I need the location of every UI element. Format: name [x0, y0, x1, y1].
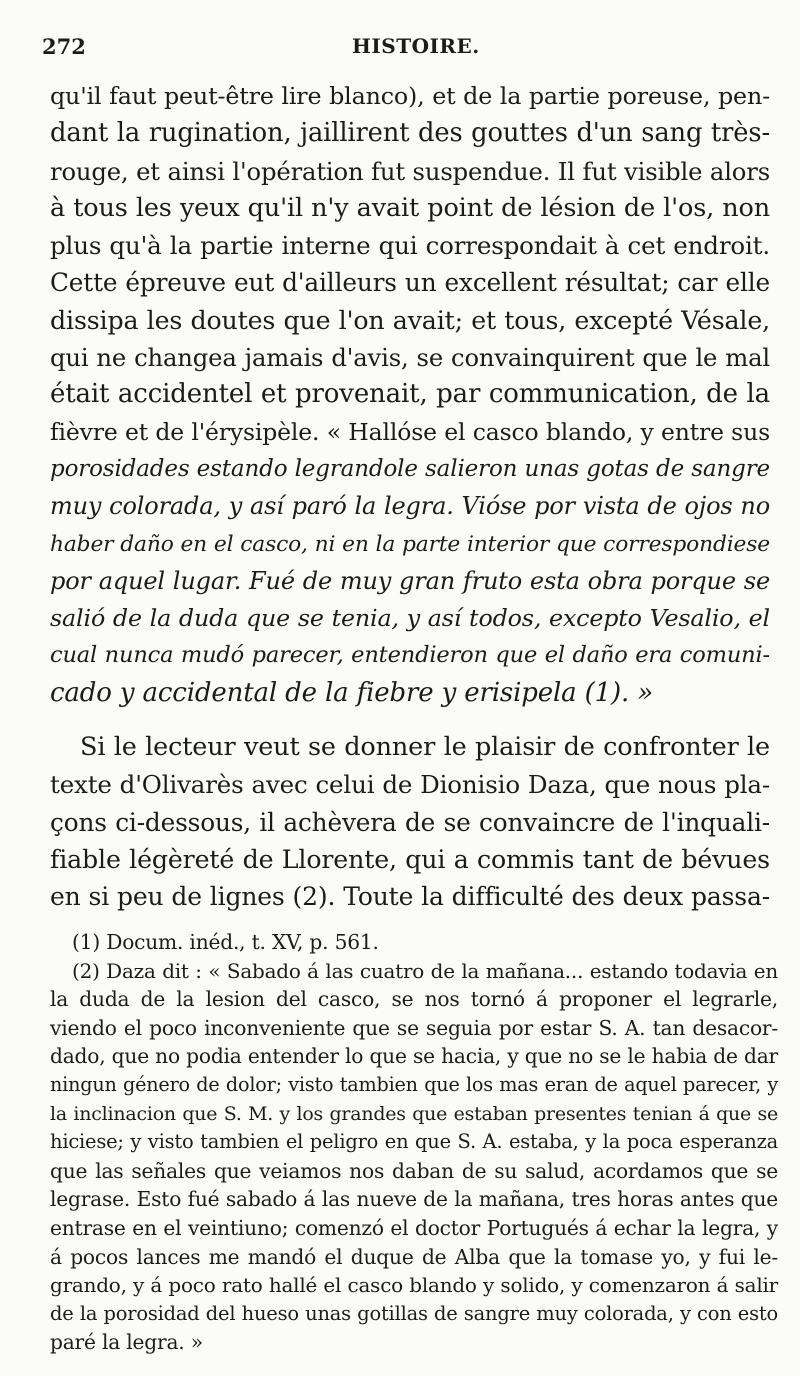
quote-line: cual nunca mudó parecer, entendieron que el daño era comuni-: [50, 642, 770, 669]
footnote-2-line: la duda de la lesion del casco, se nos tornó á proponer el legrarle,: [50, 987, 778, 1012]
footnote-2-line: ningun género de dolor; visto tambien que los mas eran de aquel parecer, y: [50, 1072, 778, 1096]
page-header: [42, 28, 760, 64]
text-line: plus qu'à la partie interne qui correspondait à cet endroit.: [50, 231, 770, 261]
quote-line: cado y accidental de la fiebre y erisipela (1). »: [50, 677, 654, 708]
footnote-1: (1) Docum. inéd., t. XV, p. 561.: [72, 930, 379, 954]
text-line: qu'il faut peut-être lire blanco), et de la partie poreuse, pen-: [50, 82, 770, 110]
footnotes: [50, 928, 778, 1357]
text-line: qui ne changea jamais d'avis, se convainquirent que le mal: [50, 343, 770, 373]
footnote-2-line: dado, que no podia entender lo que se hacia, y que no se le habia de dar: [50, 1044, 778, 1069]
running-title: HISTOIRE.: [352, 34, 480, 58]
quote-line: por aquel lugar. Fué de muy gran fruto esta obra porque se: [50, 566, 770, 595]
text-line: texte d'Olivarès avec celui de Dionisio Daza, que nous pla-: [50, 770, 770, 800]
text-line: était accidentel et provenait, par communication, de la: [50, 379, 770, 410]
paragraph-2: [50, 729, 770, 915]
text-line: à tous les yeux qu'il n'y avait point de lésion de l'os, non: [50, 192, 770, 223]
text-line: en si peu de lignes (2). Toute la difficulté des deux passa-: [50, 882, 770, 912]
footnote-2-line: de la porosidad del hueso unas gotillas de sangre muy colorada, y con esto: [50, 1301, 778, 1325]
footnote-2-line: grando, y á poco rato hallé el casco blando y solido, y comenzaron á salir: [50, 1273, 778, 1298]
footnote-2-line: paré la legra. »: [50, 1330, 203, 1355]
quote-line: salió de la duda que se tenia, y así todos, excepto Vesalio, el: [50, 604, 770, 633]
footnote-2-line: que las señales que veiamos nos daban de su salud, acordamos que se: [50, 1158, 778, 1183]
text-line: Cette épreuve eut d'ailleurs un excellent résultat; car elle: [50, 268, 770, 298]
text-line: dissipa les doutes que l'on avait; et tous, excepté Vésale,: [50, 305, 770, 335]
text-line: Si le lecteur veut se donner le plaisir de confronter le: [80, 732, 770, 762]
footnote-2-line: á pocos lances me mandó el duque de Alba que la tomase yo, y fui le-: [50, 1244, 778, 1269]
footnote-2-line: hiciese; y visto tambien el peligro en que S. A. estaba, y la poca esperanza: [50, 1130, 778, 1154]
footnote-2-line: entrase en el veintiuno; comenzó el doctor Portugués á echar la legra, y: [50, 1215, 778, 1240]
text-line: fiable légèreté de Llorente, qui a commis tant de bévues: [50, 844, 770, 874]
quote-line: porosidades estando legrandole salieron unas gotas de sangre: [50, 455, 770, 482]
footnote-2-line: la inclinacion que S. M. y los grandes que estaban presentes tenian á que se: [50, 1102, 778, 1125]
footnote-2-line: (2) Daza dit : « Sabado á las cuatro de la mañana... estando todavia en: [72, 958, 778, 983]
text-line: çons ci-dessous, il achèvera de se convaincre de l'inquali-: [50, 807, 770, 837]
paragraph-1: [50, 78, 770, 712]
footnote-2-line: viendo el poco inconveniente que se seguia por estar S. A. tan desacor-: [50, 1015, 778, 1040]
quote-line: haber daño en el casco, ni en la parte interior que correspondiese: [50, 531, 770, 557]
footnote-2-line: legrase. Esto fué sabado á las nueve de la mañana, tres horas antes que: [50, 1187, 778, 1212]
quote-line: muy colorada, y así paró la legra. Vióse por vista de ojos no: [50, 492, 770, 521]
text-line: dant la rugination, jaillirent des gouttes d'un sang très-: [50, 118, 770, 149]
text-line: rouge, et ainsi l'opération fut suspendue. Il fut visible alors: [50, 156, 770, 186]
page-number: 272: [42, 34, 86, 59]
text-line: fièvre et de l'érysipèle. « Hallóse el casco blando, y entre sus: [50, 417, 770, 446]
